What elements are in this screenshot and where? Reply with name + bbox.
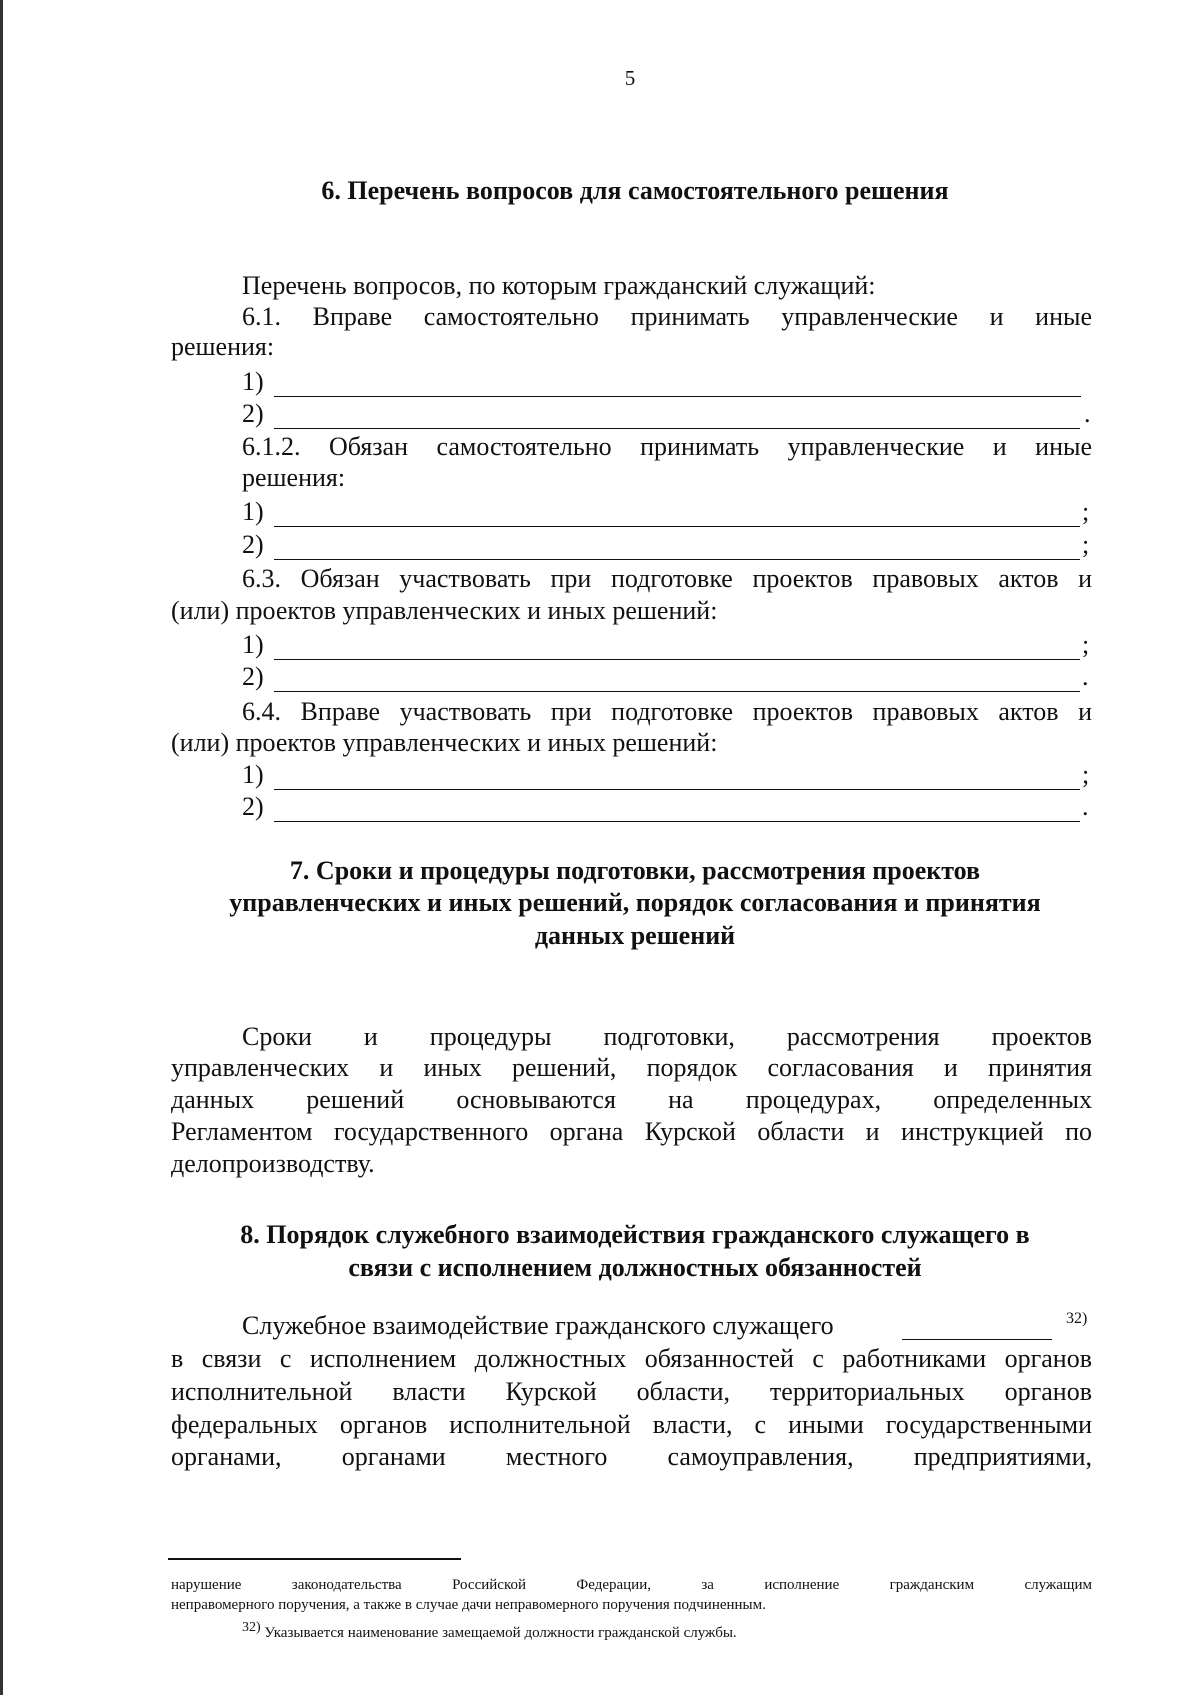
footnote-continued-line-2: неправомерного поручения, а также в случае дачи неправомерного поручения подчиненным. bbox=[171, 1597, 766, 1613]
footnote-32-mark: 32) bbox=[242, 1620, 261, 1635]
item-6-4-title-cont: (или) проектов управленческих и иных решений: bbox=[171, 728, 718, 757]
section-8-heading-line-2: связи с исполнением должностных обязанностей bbox=[348, 1253, 922, 1282]
section-8-heading-line-1: 8. Порядок служебного взаимодействия гражданского служащего в bbox=[240, 1220, 1030, 1249]
section-8-para-first: Служебное взаимодействие гражданского служащего bbox=[242, 1311, 834, 1340]
item-6-3-line-2-blank[interactable] bbox=[274, 691, 1080, 692]
page-number: 5 bbox=[624, 66, 636, 90]
item-6-1-line-2-blank[interactable] bbox=[274, 428, 1080, 429]
item-6-3-line-2-end: . bbox=[1082, 662, 1089, 691]
item-6-1-title: 6.1. Вправе самостоятельно принимать управленческие и иные bbox=[242, 302, 1092, 331]
position-name-blank[interactable] bbox=[902, 1339, 1052, 1340]
item-6-1-2-line-2-end: ; bbox=[1082, 530, 1090, 559]
item-6-3-line-1-blank[interactable] bbox=[274, 659, 1080, 660]
item-6-4-line-2-num: 2) bbox=[242, 792, 264, 821]
section-8-para-line-3: исполнительной власти Курской области, территориальных органов bbox=[171, 1377, 1092, 1406]
item-6-1-2-title: 6.1.2. Обязан самостоятельно принимать управленческие и иные bbox=[242, 432, 1092, 461]
section-7-heading-line-1: 7. Сроки и процедуры подготовки, рассмотрения проектов bbox=[289, 856, 981, 885]
item-6-4-line-1-blank[interactable] bbox=[274, 789, 1080, 790]
section-8-para-line-4: федеральных органов исполнительной власти, с иными государственными bbox=[171, 1410, 1092, 1439]
section-8-para-line-2: в связи с исполнением должностных обязанностей с работниками органов bbox=[171, 1344, 1092, 1373]
item-6-3-title-cont: (или) проектов управленческих и иных решений: bbox=[171, 596, 718, 625]
item-6-3-line-1-end: ; bbox=[1082, 630, 1090, 659]
section-6-heading: 6. Перечень вопросов для самостоятельного решения bbox=[321, 176, 949, 205]
section-6-intro: Перечень вопросов, по которым гражданский служащий: bbox=[242, 271, 876, 300]
item-6-4-line-1-num: 1) bbox=[242, 760, 264, 789]
footnote-32-text: Указывается наименование замещаемой должности гражданской службы. bbox=[264, 1625, 737, 1641]
item-6-1-2-line-2-num: 2) bbox=[242, 530, 264, 559]
section-8-para-line-5: органами, органами местного самоуправления, предприятиями, bbox=[171, 1442, 1092, 1471]
section-7-para-line-3: данных решений основываются на процедурах, определенных bbox=[171, 1085, 1092, 1114]
section-7-para-line-1: Сроки и процедуры подготовки, рассмотрения проектов bbox=[242, 1022, 1092, 1051]
item-6-1-2-line-1-blank[interactable] bbox=[274, 526, 1080, 527]
section-7-heading-line-2: управленческих и иных решений, порядок согласования и принятия bbox=[229, 888, 1041, 917]
item-6-1-line-1-num: 1) bbox=[242, 367, 264, 396]
item-6-3-line-2-num: 2) bbox=[242, 662, 264, 691]
item-6-3-title: 6.3. Обязан участвовать при подготовке проектов правовых актов и bbox=[242, 564, 1092, 593]
footnote-continued-line-1: нарушение законодательства Российской Федерации, за исполнение гражданским служащим bbox=[171, 1577, 1092, 1593]
section-7-para-line-4: Регламентом государственного органа Курской области и инструкцией по bbox=[171, 1117, 1092, 1146]
section-7-heading-line-3: данных решений bbox=[534, 921, 736, 950]
item-6-4-title: 6.4. Вправе участвовать при подготовке проектов правовых актов и bbox=[242, 697, 1092, 726]
scan-edge bbox=[0, 0, 3, 1695]
footnote-separator bbox=[168, 1558, 461, 1560]
item-6-1-line-2-end: . bbox=[1084, 399, 1091, 428]
item-6-1-2-line-1-end: ; bbox=[1082, 497, 1090, 526]
item-6-1-line-1-blank[interactable] bbox=[274, 396, 1081, 397]
section-7-para-line-2: управленческих и иных решений, порядок согласования и принятия bbox=[171, 1053, 1092, 1082]
item-6-1-title-cont: решения: bbox=[171, 332, 275, 361]
item-6-4-line-2-end: . bbox=[1082, 792, 1089, 821]
footnote-ref-32: 32) bbox=[1066, 1310, 1088, 1327]
item-6-1-2-line-1-num: 1) bbox=[242, 497, 264, 526]
item-6-3-line-1-num: 1) bbox=[242, 630, 264, 659]
item-6-1-line-2-num: 2) bbox=[242, 399, 264, 428]
item-6-1-2-line-2-blank[interactable] bbox=[274, 559, 1080, 560]
item-6-1-2-title-cont: решения: bbox=[242, 463, 346, 492]
item-6-4-line-2-blank[interactable] bbox=[274, 821, 1080, 822]
section-7-para-line-5: делопроизводству. bbox=[171, 1149, 375, 1178]
footnote-32 bbox=[242, 1618, 737, 1643]
item-6-4-line-1-end: ; bbox=[1082, 760, 1090, 789]
